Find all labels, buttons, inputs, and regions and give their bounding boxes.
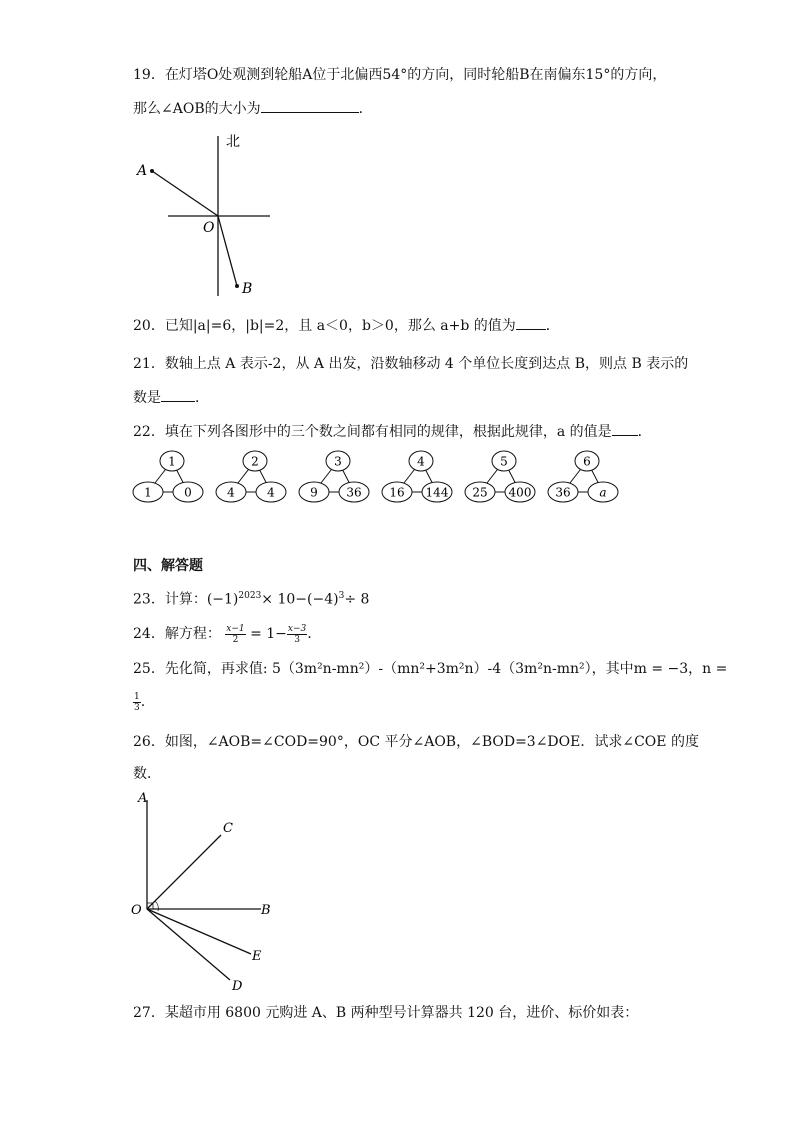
q27-line <box>133 1004 638 1022</box>
q22-triangle-4 <box>382 451 452 502</box>
q26-text-1: 26．如图，∠AOB=∠COD=90°，OC 平分∠AOB，∠BOD=3∠DOE．试求∠COE 的度 <box>133 734 699 750</box>
q23-exponent: 2023 <box>238 591 262 601</box>
q22-node-right-value: 0 <box>184 485 192 500</box>
q22-node-top-value: 1 <box>168 454 176 469</box>
q26-label-a: A <box>138 791 148 806</box>
q26-text-2: 数． <box>133 766 161 782</box>
q22-node-left-value: 1 <box>144 485 152 500</box>
q19-figure <box>130 130 290 300</box>
q22-triangle-figures <box>130 446 625 508</box>
q22-answer-blank[interactable] <box>612 423 638 436</box>
q19-line-2 <box>133 100 373 118</box>
q25-text: 25．先化简，再求值: 5（3m²n-mn²）-（mn²+3m²n）-4（3m²n-mn²），其中m = −3，n = <box>133 661 728 677</box>
q23-exponent-2: 3 <box>338 591 345 601</box>
q25-line-2 <box>133 690 145 714</box>
q26-line-2 <box>133 765 161 783</box>
q22-node-left-value: 36 <box>555 485 571 500</box>
q22-node-left-value: 25 <box>472 485 488 500</box>
q23-text-mid: × 10−(−4) <box>261 591 339 608</box>
q19-text-2: 那么∠AOB的大小为 <box>133 101 261 117</box>
q22-triangle-2 <box>216 451 286 502</box>
q24-fraction-1-den: 2 <box>232 634 239 645</box>
q24-fraction-2-den: 3 <box>294 634 300 645</box>
q21-answer-blank[interactable] <box>161 389 195 402</box>
q19-period: ． <box>358 101 373 117</box>
q22-node-top-value: 2 <box>251 454 259 469</box>
q21-line-2 <box>133 389 209 407</box>
q19-point-b <box>235 284 239 288</box>
q20-line <box>133 317 560 335</box>
q24-fraction-2-num: x−3 <box>287 623 307 634</box>
q26-figure <box>128 790 288 1000</box>
q19-label-north: 北 <box>226 134 240 150</box>
q19-number: 19． <box>133 67 165 83</box>
q19-answer-blank[interactable] <box>261 100 359 113</box>
q19-label-a: A <box>137 163 148 179</box>
q19-text-1: 在灯塔O处观测到轮船A位于北偏西54°的方向，同时轮船B在南偏东15°的方向， <box>164 67 667 83</box>
q22-node-right-value: 4 <box>267 485 275 500</box>
q24-line <box>133 621 312 647</box>
q23-text-pre: 23．计算：(−1) <box>133 591 239 608</box>
q25-period: . <box>140 694 146 710</box>
q22-node-left-value: 4 <box>227 485 235 500</box>
q27-text: 27．某超市用 6800 元购进 A、B 两种型号计算器共 120 台，进价、标价如表： <box>133 1005 639 1021</box>
q19-label-o: O <box>203 220 215 236</box>
q23-text-post: ÷ 8 <box>344 591 370 608</box>
q25-fraction <box>133 692 141 713</box>
q22-node-top-value: 4 <box>417 454 425 469</box>
q19-line-1 <box>133 66 666 84</box>
q26-label-o: O <box>131 903 142 918</box>
q22-triangle-6 <box>548 451 618 502</box>
q26-label-e: E <box>252 949 262 964</box>
q24-text-mid: = 1− <box>250 626 287 642</box>
q26-label-c: C <box>223 821 233 836</box>
q22-period: ． <box>637 424 652 440</box>
q22-node-top-value: 5 <box>500 454 508 469</box>
q22-line <box>133 423 652 441</box>
q22-text: 22．填在下列各图形中的三个数之间都有相同的规律，根据此规律，a 的值是 <box>133 424 612 440</box>
q23-line <box>133 587 369 609</box>
q22-node-left-value: 9 <box>310 485 318 500</box>
q22-triangle-3 <box>299 451 369 502</box>
q22-node-right-value: 400 <box>508 485 532 500</box>
q24-period: . <box>307 626 312 642</box>
q26-label-d: D <box>232 979 243 994</box>
q22-triangle-1 <box>133 451 203 502</box>
q20-answer-blank[interactable] <box>516 317 546 330</box>
q25-line-1 <box>133 660 727 678</box>
q19-label-b: B <box>242 281 253 297</box>
q22-node-right-value: a <box>599 485 607 500</box>
q24-fraction-2 <box>287 624 307 645</box>
q21-line-1 <box>133 355 688 373</box>
q21-period: ． <box>195 390 209 406</box>
q21-text-2: 数是 <box>133 390 161 406</box>
q19-point-a <box>150 169 154 173</box>
q24-text-pre: 24．解方程： <box>133 626 221 642</box>
q22-node-right-value: 36 <box>346 485 362 500</box>
q26-label-b: B <box>261 903 271 918</box>
q21-text-1: 21．数轴上点 A 表示-2，从 A 出发，沿数轴移动 4 个单位长度到达点 B，则点 B 表示的 <box>133 356 689 372</box>
q22-node-right-value: 144 <box>425 485 449 500</box>
q22-node-top-value: 3 <box>334 454 342 469</box>
q24-fraction-1-num: x−1 <box>226 623 245 634</box>
q24-fraction-1 <box>225 624 245 645</box>
q20-period: ． <box>545 318 560 334</box>
q22-node-left-value: 16 <box>389 485 405 500</box>
q26-line-1 <box>133 733 699 751</box>
q22-triangle-5 <box>465 451 535 502</box>
q22-node-top-value: 6 <box>583 454 591 469</box>
q20-text: 20．已知|a|=6，|b|=2，且 a＜0，b＞0，那么 a+b 的值为 <box>133 318 516 334</box>
section-4-heading: 四、解答题 <box>133 558 203 574</box>
q25-fraction-num: 1 <box>134 691 140 702</box>
q25-fraction-den: 3 <box>134 702 140 713</box>
